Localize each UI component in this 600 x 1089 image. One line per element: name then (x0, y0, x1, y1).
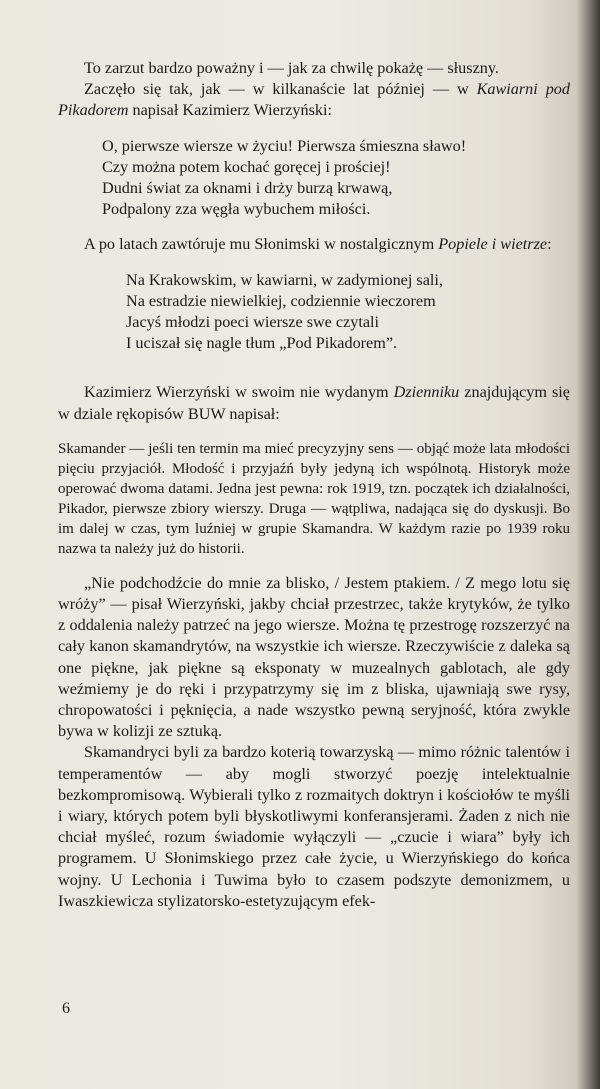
text-span: znajdującym się w dziale rękopisów BUW napisał: (58, 383, 570, 423)
title-popiel-i-wiatr: Popiele i wietrze (438, 235, 548, 254)
verse-line: O, pierwsze wiersze w życiu! Pierwsza śmieszna sławo! (102, 136, 467, 155)
page-text (58, 58, 570, 912)
verse-slonimski (126, 270, 570, 355)
verse-line: Dudni świat za oknami i drży burzą krwawą, (102, 179, 393, 198)
text-span: To zarzut bardzo poważny i — jak za chwilę pokażę — słuszny. (84, 59, 499, 77)
verse-line: Jacyś młodzi poeci wiersze swe czytali (126, 313, 380, 332)
title-dziennik: Dzienniku (393, 383, 460, 402)
title-cafe-pikador: Kawiarni pod Pikadorem (58, 80, 570, 120)
paragraph-1 (58, 58, 570, 122)
paragraph-5: Skamandryci byli za bardzo koterią towarzyską — mimo różnic talentów i temperamentów — aby mogli stworzyć poezję intelektualnie bezkompromisową. Wybierali tylko z rozmaitych doktryn i kościołów te myśli i wiary, których potem byli błyskotliwymi konferansjerami. Żaden z nich nie chciał myśleć, rozum świadomie wyłączyli — „czucie i wiara” były ich programem. U Słonimskiego przez całe życie, u Wierzyńskiego do końca wojny. U Lechonia i Tuwima było to czasem podszyte demonizmem, u Iwaszkiewicza stylizatorsko-estetyzującym efek- (58, 743, 570, 910)
quote-block: Skamander — jeśli ten termin ma mieć precyzyjny sens — objąć może lata młodości pięciu przyjaciół. Młodość i przyjaźń były jedyną ich wspólnotą. Historyk może operować dwoma datami. Jedna jest pewna: rok 1919, tzn. początek ich działalności, Pikador, pierwsze zbiory wierszy. Druga — wątpliwa, nadająca się do dyskusji. Bo im dalej w czas, tym luźniej w grupie Skamandra. W każdym razie po 1939 roku nazwa ta należy już do historii. (58, 440, 570, 557)
paragraph-2 (58, 234, 570, 255)
paragraph-4: „Nie podchodźcie do mnie za blisko, / Jestem ptakiem. / Z mego lotu się wróży” — pisał Wierzyński, jakby chciał przestrzec, także krytyków, że tylko z oddalenia należy patrzeć na jego wiersze. Można tę przestrogę rozszerzyć na cały kanon skamandrytów, na wszystkie ich wiersze. Rzeczywiście z daleka są one piękne, jak piękne są eksponaty w muzealnych gablotach, ale gdy weźmiemy je do ręki i przypatrzymy się im z bliska, ujawniają swe rysy, chropowatości i pęknięcia, a nade wszystko pewną seryjność, która zwykle bywa w kolizji ze sztuką. (58, 573, 570, 741)
verse-wierzynski (102, 136, 570, 221)
verse-line: Na Krakowskim, w kawiarni, w zadymionej sali, (126, 270, 443, 289)
page-number: 6 (62, 1000, 70, 1017)
text-span: Kazimierz Wierzyński w swoim nie wydanym (84, 383, 394, 402)
verse-line: I uciszał się nagle tłum „Pod Pikadorem”. (126, 334, 398, 353)
verse-line: Podpalony zza węgła wybuchem miłości. (102, 200, 371, 219)
paragraph-3 (58, 382, 570, 424)
text-span: A po latach zawtóruje mu Słonimski w nostalgicznym (84, 235, 439, 254)
text-span: Zaczęło się tak, jak — w kilkanaście lat później — w (84, 80, 477, 99)
text-span: : (547, 235, 552, 254)
text-span: napisał Kazimierz Wierzyński: (128, 101, 333, 120)
verse-line: Czy można potem kochać goręcej i prościej! (102, 157, 391, 176)
verse-line: Na estradzie niewielkiej, codziennie wieczorem (126, 291, 436, 310)
